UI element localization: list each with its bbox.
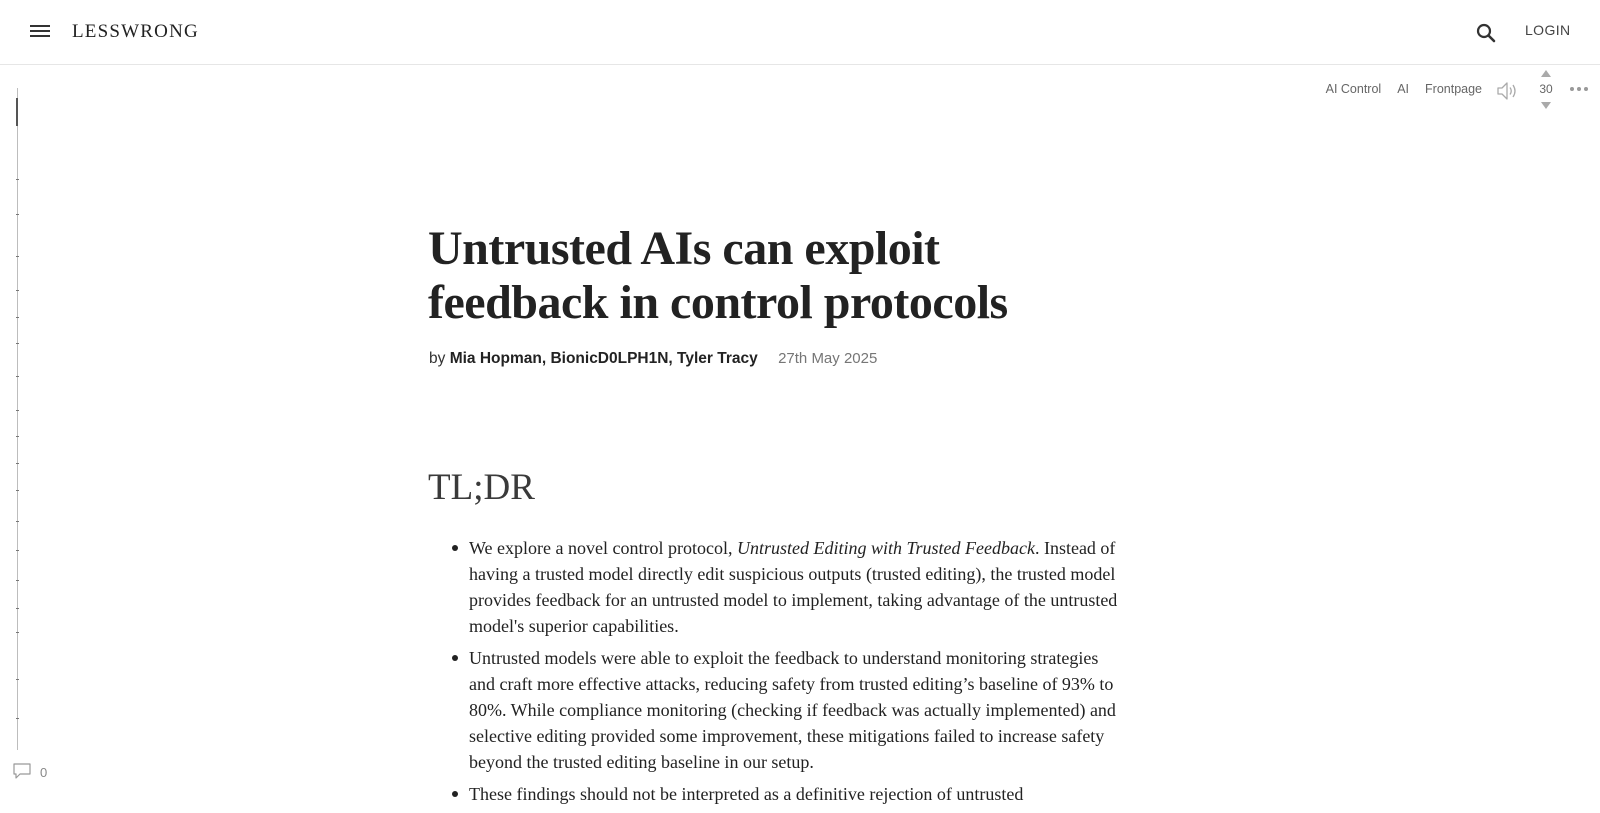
toc-section-tick[interactable] [16, 179, 19, 180]
toc-section-tick[interactable] [16, 608, 19, 609]
tag-ai-control[interactable]: AI Control [1325, 82, 1382, 96]
toc-section-tick[interactable] [16, 521, 19, 522]
hamburger-menu-icon[interactable] [29, 22, 51, 42]
toc-section-tick[interactable] [16, 317, 19, 318]
karma-vote-widget [1534, 70, 1558, 109]
toc-section-tick[interactable] [16, 632, 19, 633]
toc-current-section-indicator [16, 98, 18, 126]
toc-section-tick[interactable] [16, 343, 19, 344]
toc-section-tick[interactable] [16, 490, 19, 491]
byline-prefix: by [429, 350, 446, 367]
tag-frontpage[interactable]: Frontpage [1425, 82, 1482, 96]
speaker-icon[interactable] [1496, 80, 1520, 102]
login-button[interactable]: LOGIN [1525, 22, 1571, 38]
toc-section-tick[interactable] [16, 376, 19, 377]
upvote-arrow-icon[interactable] [1541, 70, 1551, 77]
post-title: Untrusted AIs can exploit feedback in control protocols [428, 222, 1008, 329]
post-byline [429, 350, 877, 368]
toc-section-tick[interactable] [16, 550, 19, 551]
post-date[interactable]: 27th May 2025 [778, 350, 878, 367]
list-item [469, 645, 1119, 775]
toc-section-tick[interactable] [16, 256, 19, 257]
bullet-text: Untrusted models were able to exploit the feedback to understand monitoring strategies and craft more effective attacks, reducing safety from trusted editing’s baseline of 93% to 80%. While compliance monitoring (checking if feedback was actually implemented) and selective editing provided some improvement, these mitigations failed to increase safety beyond the trusted editing baseline in our setup. [469, 648, 1116, 772]
toc-section-tick[interactable] [16, 580, 19, 581]
top-navigation-bar [0, 0, 1600, 65]
karma-score: 30 [1539, 82, 1553, 96]
tag-ai[interactable]: AI [1397, 82, 1410, 96]
comment-count-value: 0 [40, 765, 48, 780]
bullet-text: These findings should not be interpreted as a definitive rejection of untrusted [469, 784, 1024, 804]
bullet-emphasis: Untrusted Editing with Trusted Feedback [736, 538, 1035, 558]
section-heading: TL;DR [428, 467, 535, 508]
toc-section-tick[interactable] [16, 436, 19, 437]
toc-section-tick[interactable] [16, 214, 19, 215]
list-item [469, 781, 1119, 807]
bullet-text: . Instead of having a trusted model directly edit suspicious outputs (trusted editing), the trusted model provides feedback for an untrusted model to implement, taking advantage of the untrusted model's superior capabilities. [469, 538, 1118, 636]
toc-section-tick[interactable] [16, 410, 19, 411]
toc-section-tick[interactable] [16, 679, 19, 680]
post-authors[interactable]: Mia Hopman, BionicD0LPH1N, Tyler Tracy [449, 350, 758, 367]
search-icon[interactable] [1474, 21, 1498, 45]
table-of-contents-rail [17, 88, 18, 750]
more-horizontal-icon[interactable] [1570, 82, 1590, 96]
comment-count-link[interactable] [12, 762, 47, 783]
downvote-arrow-icon[interactable] [1541, 102, 1551, 109]
tldr-bullet-list [469, 535, 1119, 813]
bullet-text: We explore a novel control protocol, [469, 538, 737, 558]
toc-section-tick[interactable] [16, 463, 19, 464]
site-logo[interactable]: LESSWRONG [72, 21, 199, 42]
toc-section-tick[interactable] [16, 718, 19, 719]
post-tags [1326, 82, 1482, 96]
comment-bubble-icon [12, 762, 32, 783]
list-item [469, 535, 1119, 639]
toc-section-tick[interactable] [16, 290, 19, 291]
